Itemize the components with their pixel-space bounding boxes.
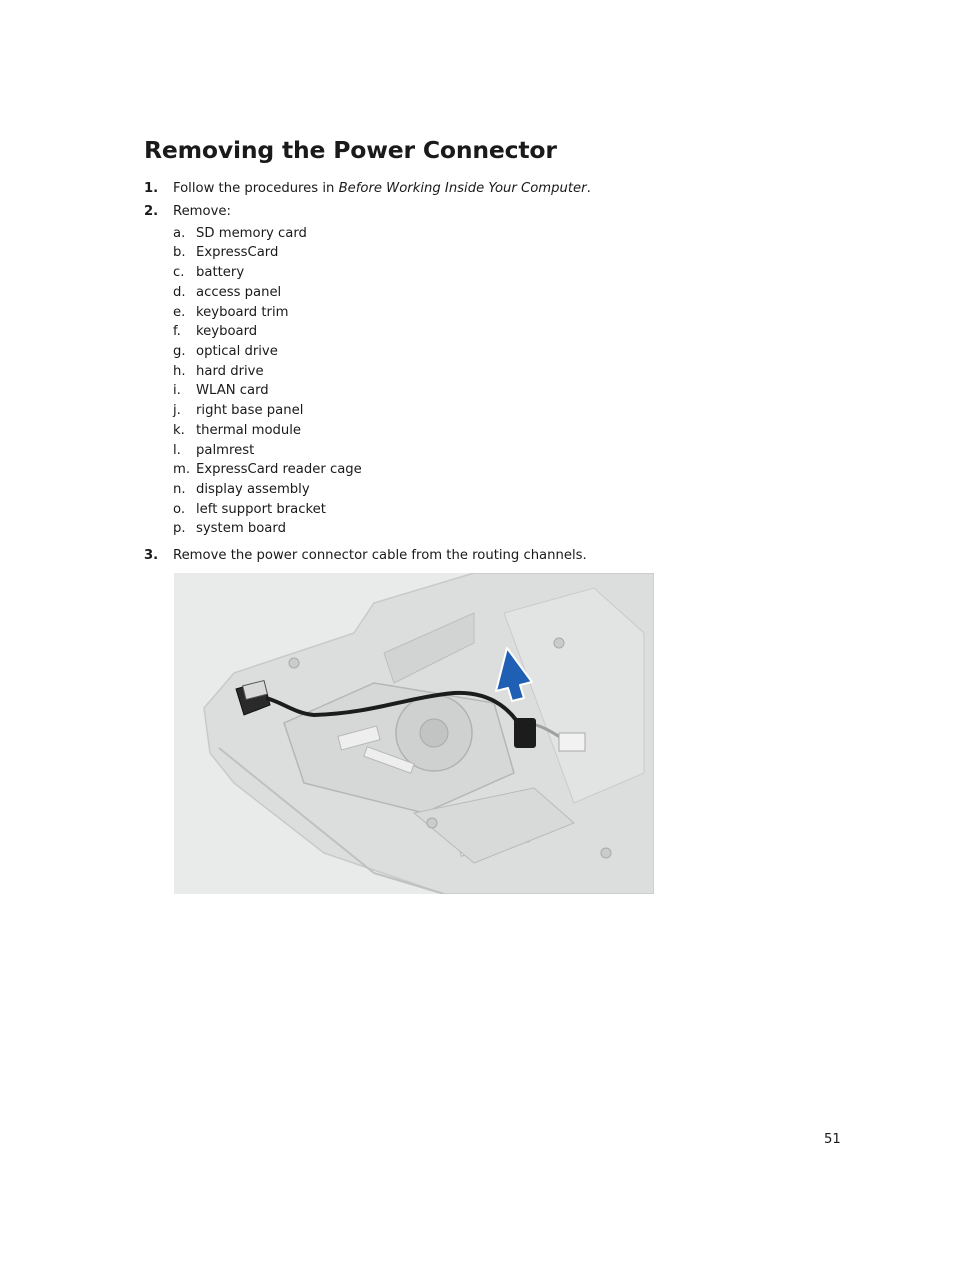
cable-connector-plug [514, 718, 536, 748]
cross-reference: Before Working Inside Your Computer [338, 181, 587, 196]
screw-post-icon [601, 848, 611, 858]
step-number: 1. [144, 181, 159, 196]
screw-post-icon [427, 818, 437, 828]
screw-post-icon [289, 658, 299, 668]
step-number: 2. [144, 204, 159, 219]
power-connector-illustration [174, 573, 654, 894]
illustration-svg [174, 573, 654, 894]
step-text: Follow the procedures in Before Working Inside Your Computer. [173, 181, 591, 196]
page-number: 51 [824, 1132, 841, 1147]
fan-hub [420, 719, 448, 747]
manual-page: Removing the Power Connector 1. Follow the procedures in Before Working Inside Your Computer. 2. Remove: a. SD memory card b. ExpressCard c. battery d. access panel e. keyboard trim f. keyboard g. optical drive h. hard drive i. WLAN card j. right base panel k. thermal module l. palmrest m. ExpressCard reader cage n. display assembly o. left support bracket p. system board 3. Remove the power connector cable from the routing channels. 51 [144, 136, 841, 1147]
step-text: Remove: [173, 204, 231, 219]
step-text: Remove the power connector cable from the routing channels. [173, 548, 587, 563]
step-number: 3. [144, 548, 159, 563]
screw-post-icon [554, 638, 564, 648]
system-board-connector [559, 733, 585, 751]
page-title: Removing the Power Connector [144, 136, 557, 164]
